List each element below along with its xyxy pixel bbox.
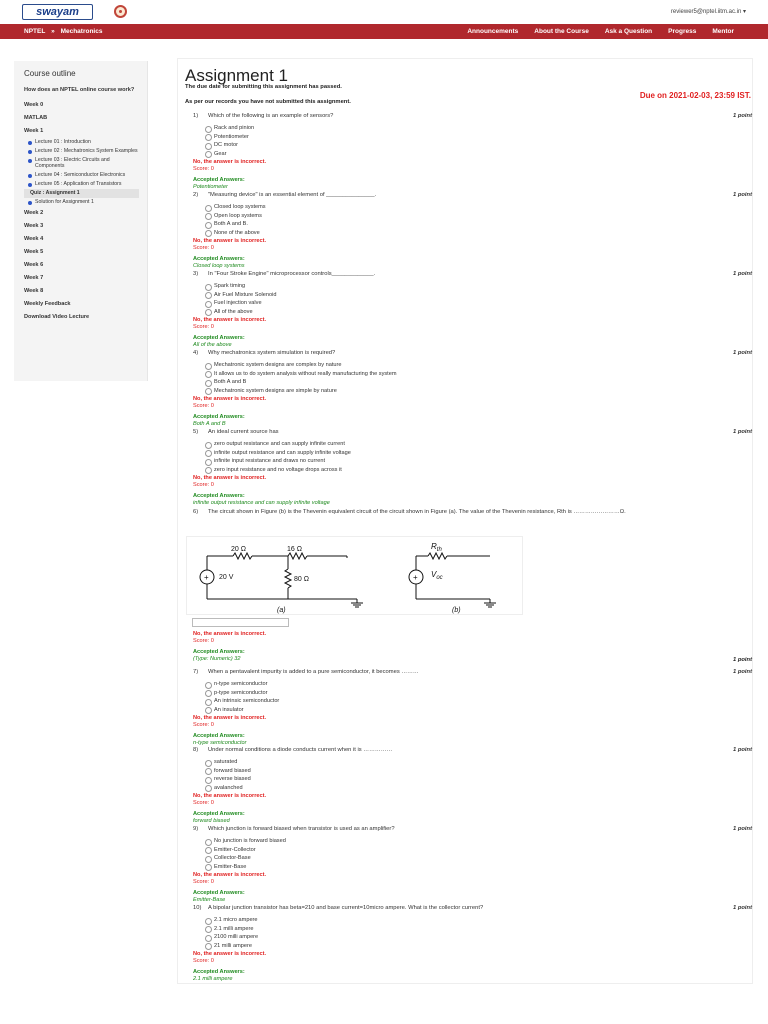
question-number: 7)	[193, 669, 199, 675]
assignment-panel	[177, 58, 753, 984]
question-9	[193, 826, 753, 903]
sidebar-quiz-assignment-1[interactable]: Quiz : Assignment 1	[24, 189, 139, 198]
option-radio[interactable]: Both A and B.	[205, 220, 753, 229]
breadcrumb	[24, 28, 106, 35]
question-points: 1 point	[733, 192, 752, 198]
option-radio[interactable]: saturated	[205, 758, 753, 767]
accepted-answer: 2.1 milli ampere	[193, 976, 233, 982]
sidebar-item-download-video[interactable]: Download Video Lecture	[24, 314, 90, 320]
option-radio[interactable]: Emitter-Base	[205, 863, 753, 872]
r3-label: 80 Ω	[294, 576, 309, 583]
score-label: Score: 0	[193, 324, 214, 330]
option-radio[interactable]: Rack and pinion	[205, 124, 753, 133]
question-header	[193, 509, 753, 516]
course-outline-sidebar	[14, 61, 148, 381]
incorrect-message: No, the answer is incorrect.	[193, 951, 267, 957]
incorrect-message: No, the answer is incorrect.	[193, 159, 267, 165]
question-points: 1 point	[733, 350, 752, 356]
rth-label	[431, 542, 442, 553]
accepted-answers-label: Accepted Answers:	[193, 811, 245, 817]
question-points: 1 point	[733, 905, 752, 911]
due-date: Due on 2021-02-03, 23:59 IST.	[639, 91, 751, 100]
accepted-answers-label: Accepted Answers:	[193, 256, 245, 262]
accepted-answers-label: Accepted Answers:	[193, 890, 245, 896]
sidebar-item-matlab[interactable]: MATLAB	[24, 115, 48, 121]
question-points: 1 point	[733, 113, 752, 119]
sidebar-solution-assignment-1[interactable]: Solution for Assignment 1	[24, 198, 139, 207]
question-10	[193, 905, 753, 982]
rth-subscript: th	[436, 547, 442, 553]
score-label: Score: 0	[193, 166, 214, 172]
question-number: 2)	[193, 192, 199, 198]
notice-not-submitted: As per our records you have not submitted this assignment.	[185, 99, 351, 105]
question-number: 3)	[193, 271, 199, 277]
question-points: 1 point	[733, 669, 752, 675]
incorrect-message: No, the answer is incorrect.	[193, 872, 267, 878]
option-radio[interactable]: Mechatronic system designs are simple by nature	[205, 387, 753, 396]
option-radio[interactable]: forward biased	[205, 767, 753, 776]
accepted-answers-label: Accepted Answers:	[193, 493, 245, 499]
sidebar-item-weekly-feedback[interactable]: Weekly Feedback	[24, 301, 71, 307]
option-radio[interactable]: An insulator	[205, 706, 753, 715]
question-4	[193, 350, 753, 427]
accepted-answers-label: Accepted Answers:	[193, 649, 245, 655]
score-label: Score: 0	[193, 245, 214, 251]
option-radio[interactable]: 21 milli ampere	[205, 942, 753, 951]
sidebar-lecture-02[interactable]: Lecture 02 : Mechatronics System Examples	[24, 147, 139, 156]
question-3	[193, 271, 753, 348]
numeric-answer-input[interactable]	[192, 618, 289, 627]
option-radio[interactable]: 2.1 micro ampere	[205, 916, 753, 925]
nav-links	[467, 28, 734, 35]
sidebar-item-week3[interactable]: Week 3	[24, 223, 44, 229]
question-number: 10)	[193, 905, 202, 911]
breadcrumb-course[interactable]: Mechatronics	[60, 28, 103, 35]
score-label: Score: 0	[193, 958, 214, 964]
question-2	[193, 192, 753, 269]
course-navbar	[0, 24, 768, 39]
question-text: "Measuring device" is an essential element of _______________.	[208, 192, 377, 198]
accepted-answer: All of the above	[193, 342, 232, 348]
score-label: Score: 0	[193, 403, 214, 409]
circuit-figure	[186, 536, 523, 615]
option-radio[interactable]: Collector-Base	[205, 854, 753, 863]
option-radio[interactable]: Potentiometer	[205, 133, 753, 142]
option-radio[interactable]: Emitter-Collector	[205, 846, 753, 855]
sidebar-item-week5[interactable]: Week 5	[24, 249, 44, 255]
question-number: 9)	[193, 826, 199, 832]
option-radio[interactable]: It allows us to do system analysis without really manufacturing the system	[205, 370, 753, 379]
option-radio[interactable]: zero input resistance and no voltage drops across it	[205, 466, 753, 475]
question-number: 1)	[193, 113, 199, 119]
page-title: Assignment 1	[185, 66, 288, 85]
question-text: Which of the following is an example of sensors?	[208, 113, 334, 119]
question-header	[193, 826, 753, 836]
question-points: 1 point	[733, 747, 752, 753]
sidebar-lecture-03[interactable]: Lecture 03 : Electric Circuits and Components	[24, 156, 139, 171]
option-radio[interactable]: Mechatronic system designs are complex by nature	[205, 361, 753, 370]
question-number: 8)	[193, 747, 199, 753]
notice-due-passed: The due date for submitting this assignment has passed.	[185, 84, 342, 90]
r1-label: 20 Ω	[231, 546, 246, 553]
question-5	[193, 429, 753, 506]
source-voltage-label: 20 V	[219, 574, 234, 581]
accepted-answer: Closed loop systems	[193, 263, 245, 269]
accepted-answer: n-type semiconductor	[193, 740, 247, 746]
question-text: Which junction is forward biased when transistor is used as an amplifier?	[208, 826, 395, 832]
option-radio[interactable]: An intrinsic semiconductor	[205, 697, 753, 706]
option-radio[interactable]: Closed loop systems	[205, 203, 753, 212]
nav-about-course[interactable]: About the Course	[534, 28, 589, 35]
breadcrumb-nptel[interactable]: NPTEL	[24, 28, 46, 35]
nav-ask-question[interactable]: Ask a Question	[604, 28, 653, 35]
option-radio[interactable]: Gear	[205, 150, 753, 159]
option-radio[interactable]: n-type semiconductor	[205, 680, 753, 689]
question-number: 4)	[193, 350, 199, 356]
accepted-answers-label: Accepted Answers:	[193, 969, 245, 975]
sidebar-item-week8[interactable]: Week 8	[24, 288, 44, 294]
incorrect-message: No, the answer is incorrect.	[193, 793, 267, 799]
thevenin-circuit-diagram	[187, 537, 524, 616]
option-radio[interactable]: zero output resistance and can supply infinite current	[205, 440, 753, 449]
question-points: 1 point	[733, 429, 752, 435]
question-1	[193, 113, 753, 190]
option-radio[interactable]: All of the above	[205, 308, 753, 317]
question-number: 6)	[193, 509, 199, 515]
r2-label: 16 Ω	[287, 546, 302, 553]
question-text: Under normal conditions a diode conducts current when it is ……………	[208, 747, 393, 753]
option-radio[interactable]: infinite input resistance and draws no current	[205, 457, 753, 466]
question-8	[193, 747, 753, 824]
question-points: 1 point	[733, 657, 752, 663]
option-radio[interactable]: 2.1 milli ampere	[205, 925, 753, 934]
option-radio[interactable]: p-type semiconductor	[205, 689, 753, 698]
option-radio[interactable]: infinite output resistance and can supply infinite voltage	[205, 449, 753, 458]
score-label: Score: 0	[193, 800, 214, 806]
institute-emblem-icon	[114, 5, 127, 18]
score-label: Score: 0	[193, 482, 214, 488]
sidebar-lecture-04[interactable]: Lecture 04 : Semiconductor Electronics	[24, 171, 139, 180]
accepted-answer: Emitter-Base	[193, 897, 226, 903]
question-points: 1 point	[733, 271, 752, 277]
sidebar-title: Course outline	[24, 69, 76, 78]
option-radio[interactable]: Open loop systems	[205, 212, 753, 221]
option-radio[interactable]: avalanched	[205, 784, 753, 793]
voc-label	[431, 570, 443, 581]
incorrect-message: No, the answer is incorrect.	[193, 475, 267, 481]
accepted-answer: Potentiometer	[193, 184, 228, 190]
nav-mentor[interactable]: Mentor	[712, 28, 734, 35]
sidebar-item-week2[interactable]: Week 2	[24, 210, 44, 216]
question-text: The circuit shown in Figure (b) is the Thevenin equivalent circuit of the circuit shown in Figure (a). The value of the Thevenin resistance, Rth is ……………………Ω.	[208, 509, 626, 515]
sidebar-lecture-01[interactable]: Lecture 01 : Introduction	[24, 138, 139, 147]
question-text: Why mechatronics system simulation is required?	[208, 350, 336, 356]
question-header	[193, 113, 753, 123]
incorrect-message: No, the answer is incorrect.	[193, 631, 267, 637]
voc-symbol: V	[431, 570, 437, 579]
accepted-answers-label: Accepted Answers:	[193, 335, 245, 341]
swayam-logo[interactable]: swayam	[22, 4, 93, 20]
question-text: An ideal current source has	[208, 429, 279, 435]
option-radio[interactable]: No junction is forward biased	[205, 837, 753, 846]
question-header	[193, 669, 753, 679]
question-header	[193, 429, 753, 439]
incorrect-message: No, the answer is incorrect.	[193, 238, 267, 244]
incorrect-message: No, the answer is incorrect.	[193, 317, 267, 323]
sidebar-item-week1[interactable]: Week 1	[24, 128, 44, 134]
question-text: A bipolar junction transistor has beta=210 and base current=10micro ampere. What is the collector current?	[208, 905, 484, 911]
question-header	[193, 271, 753, 281]
top-header	[0, 0, 768, 24]
sidebar-item-week6[interactable]: Week 6	[24, 262, 44, 268]
option-radio[interactable]: Spark timing	[205, 282, 753, 291]
sidebar-item-week7[interactable]: Week 7	[24, 275, 44, 281]
question-number: 5)	[193, 429, 199, 435]
question-header	[193, 192, 753, 202]
sidebar-lecture-05[interactable]: Lecture 05 : Application of Transistors	[24, 180, 139, 189]
figure-b-label: (b)	[452, 607, 461, 614]
score-label: Score: 0	[193, 638, 214, 644]
question-header	[193, 905, 753, 915]
question-6	[193, 509, 753, 516]
sidebar-item-faq[interactable]: How does an NPTEL online course work?	[24, 87, 135, 93]
score-label: Score: 0	[193, 879, 214, 885]
option-radio[interactable]: Both A and B	[205, 378, 753, 387]
incorrect-message: No, the answer is incorrect.	[193, 715, 267, 721]
source-plus-sign: +	[204, 573, 209, 582]
accepted-answers-label: Accepted Answers:	[193, 733, 245, 739]
accepted-answer: Both A and B	[193, 421, 226, 427]
rth-symbol: R	[431, 542, 437, 551]
sidebar-item-week0[interactable]: Week 0	[24, 102, 44, 108]
question-6-result	[193, 630, 753, 662]
incorrect-message: No, the answer is incorrect.	[193, 396, 267, 402]
accepted-answer: (Type: Numeric) 32	[193, 656, 241, 662]
option-radio[interactable]: reverse biased	[205, 775, 753, 784]
option-radio[interactable]: None of the above	[205, 229, 753, 238]
score-label: Score: 0	[193, 722, 214, 728]
question-points: 1 point	[733, 826, 752, 832]
nav-progress[interactable]: Progress	[668, 28, 697, 35]
user-menu[interactable]: reviewer5@nptel.iitm.ac.in ▾	[670, 9, 746, 15]
accepted-answer: infinite output resistance and can supply infinite voltage	[193, 500, 330, 506]
voc-plus-sign: +	[413, 573, 418, 582]
voc-subscript: oc	[436, 575, 443, 581]
question-header	[193, 747, 753, 757]
option-radio[interactable]: Fuel injection valve	[205, 299, 753, 308]
breadcrumb-separator: »	[51, 28, 55, 35]
nav-announcements[interactable]: Announcements	[467, 28, 519, 35]
question-text: When a pentavalent impurity is added to a pure semiconductor, it becomes ………	[208, 669, 419, 675]
question-text: In "Four Stroke Engine" microprocessor controls_____________.	[208, 271, 376, 277]
sidebar-item-week4[interactable]: Week 4	[24, 236, 44, 242]
accepted-answer: forward biased	[193, 818, 230, 824]
option-radio[interactable]: DC motor	[205, 141, 753, 150]
accepted-answers-label: Accepted Answers:	[193, 177, 245, 183]
question-header	[193, 350, 753, 360]
accepted-answers-label: Accepted Answers:	[193, 414, 245, 420]
option-radio[interactable]: 2100 milli ampere	[205, 933, 753, 942]
figure-a-label: (a)	[277, 607, 286, 614]
option-radio[interactable]: Air Fuel Mixture Solenoid	[205, 291, 753, 300]
question-7	[193, 669, 753, 746]
